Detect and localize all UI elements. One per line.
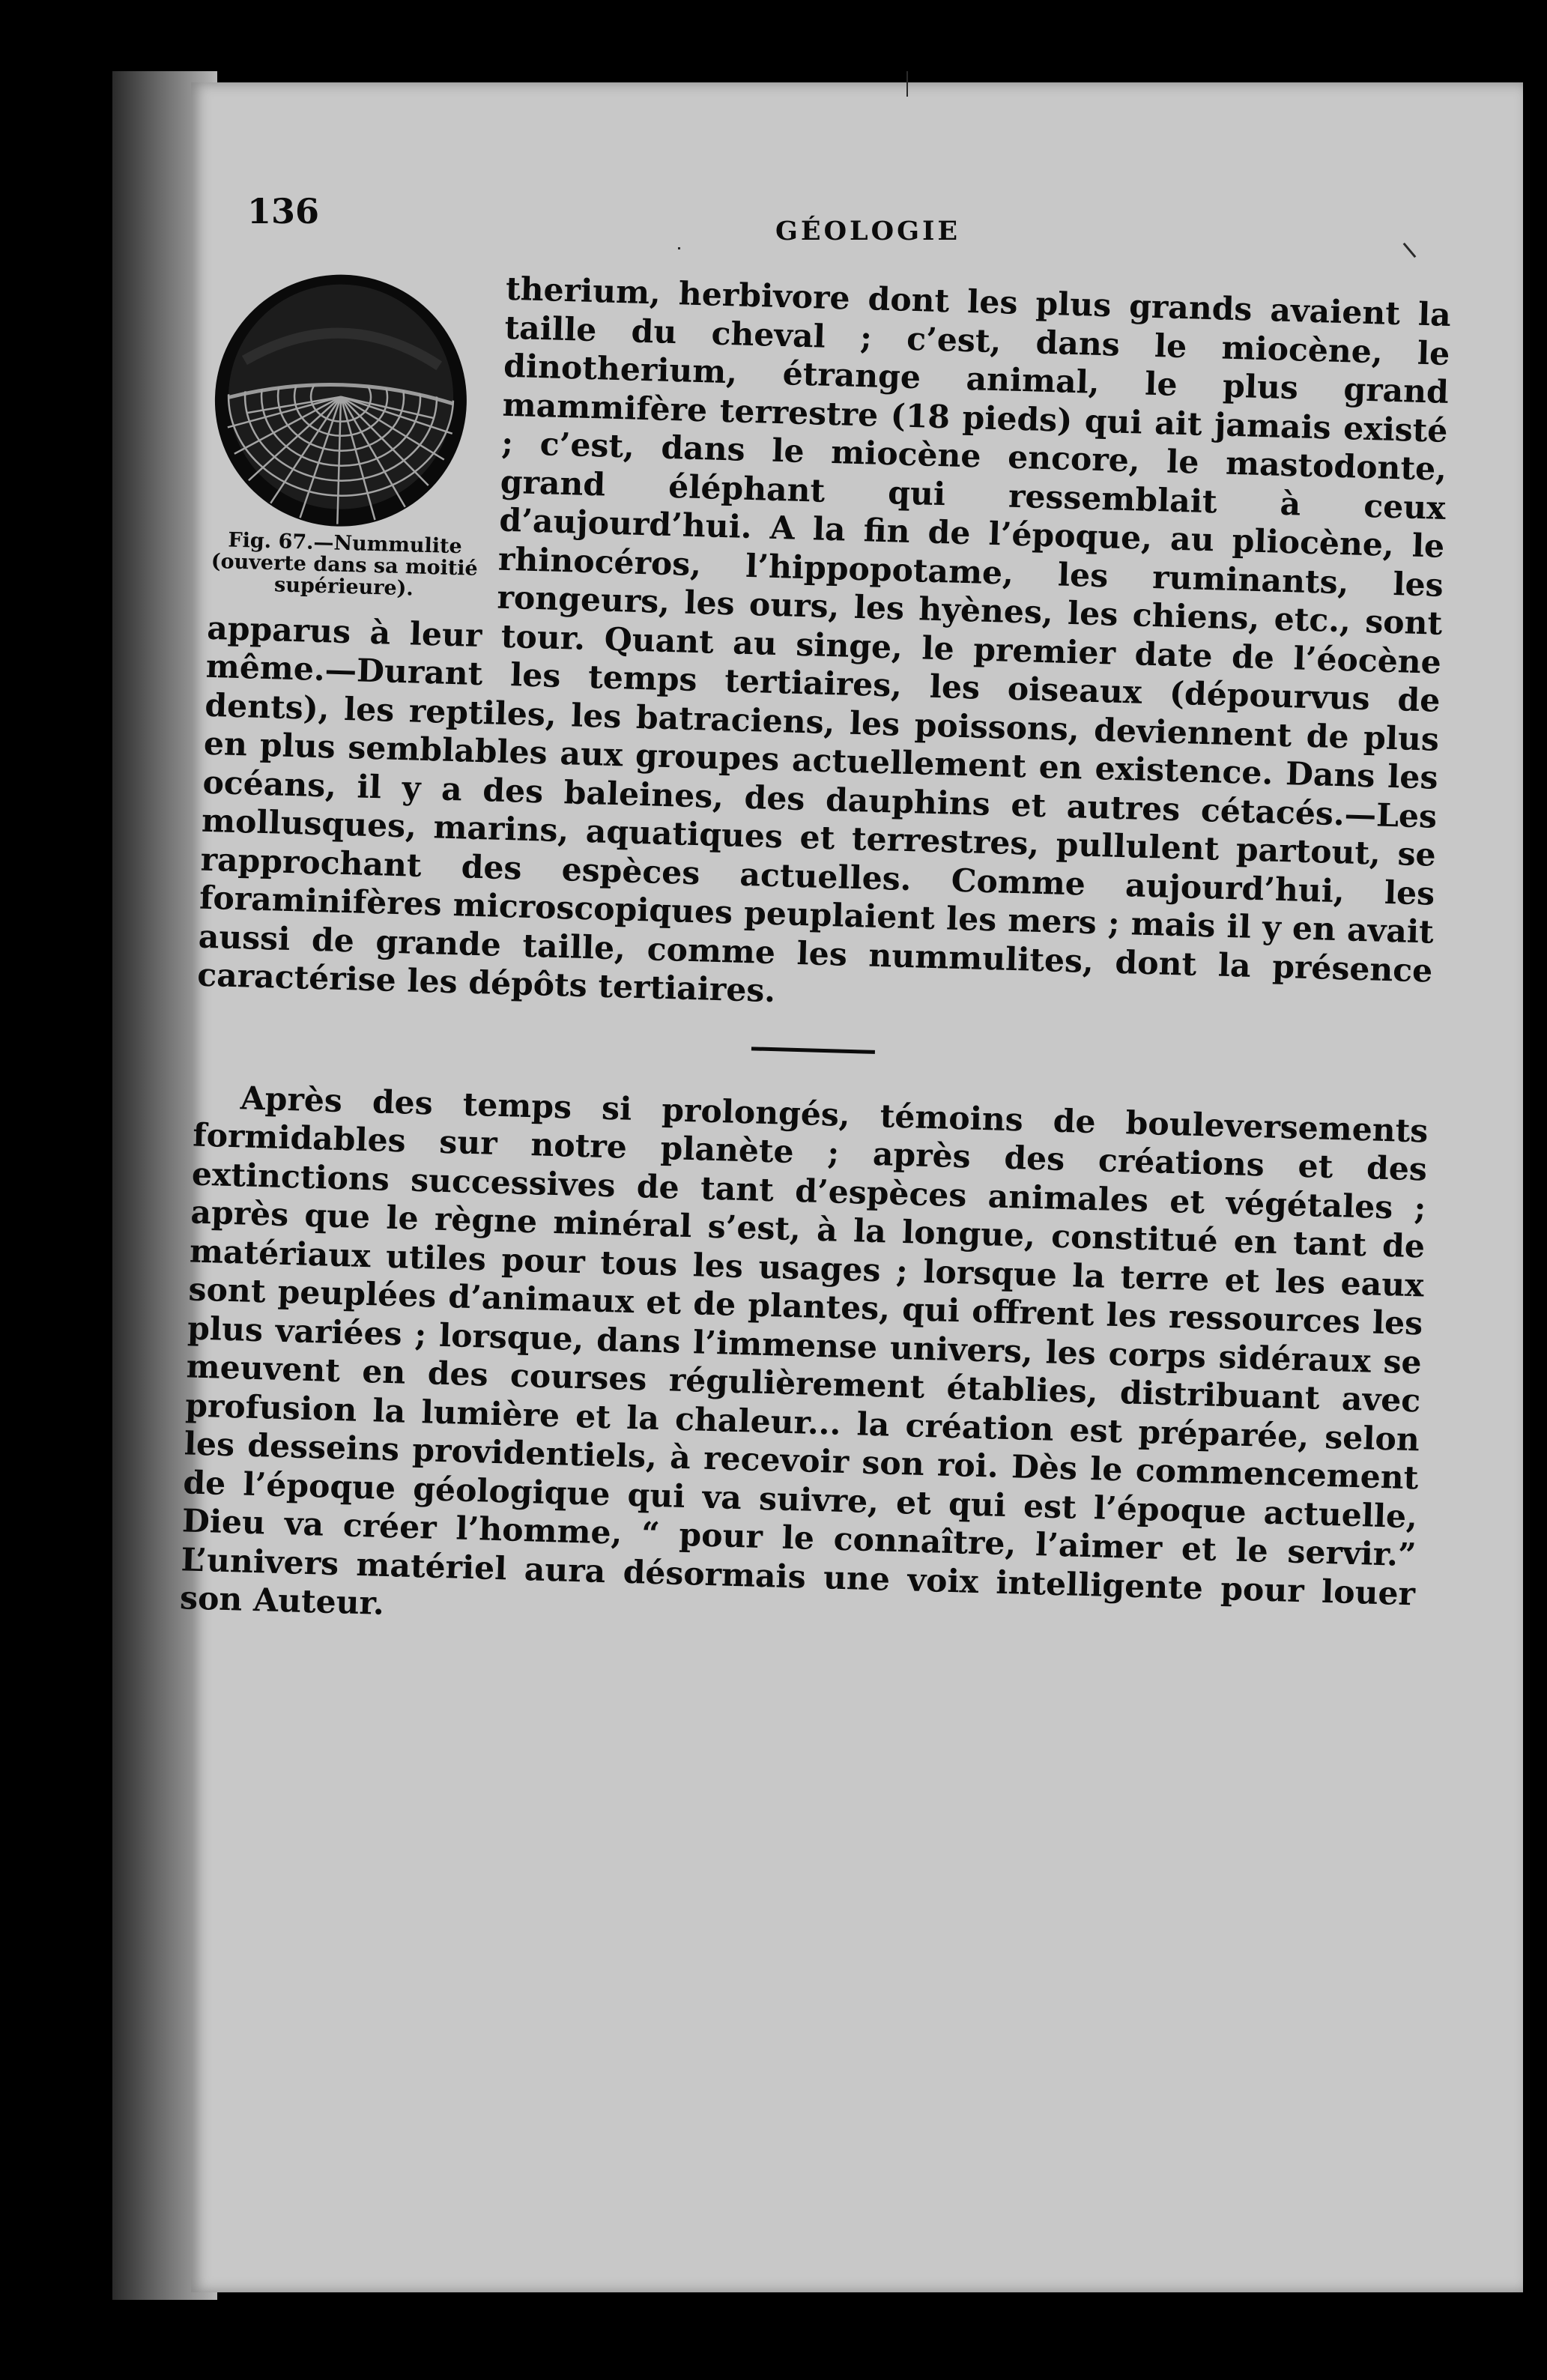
scan-speck [678, 247, 680, 249]
scan-speck [906, 71, 908, 97]
section-separator-rule [751, 1047, 874, 1054]
figure-caption: Fig. 67.—Nummulite (ouverte dans sa moitié supérieure). [211, 528, 479, 601]
figure-67 [208, 270, 488, 602]
paragraph-1: therium, herbivore dont les plus grands avaient la taille du cheval ; c’est, dans le miocène, le dinotherium, étrange animal, le plus grand mammifère terrestre (18 pieds) qui ait jamais existé ; c’est, dans le miocène encore, le mastodonte, grand éléphant qui ressemblait à ceux d’aujourd’hui. A la fin de l’époque, au pliocène, le rhinocéros, l’hippopotame, les ruminants, les rongeurs, les ours, les hyènes, les chiens, etc., sont apparus à leur tour. Quant au singe, le premier date de l’éocène même.—Durant les temps tertiaires, les oiseaux (dépourvus de dents), les reptiles, les batraciens, les poissons, deviennent de plus en plus semblables aux groupes actuellement en existence. Dans les océans, il y a des baleines, des dauphins et autres cétacés.—Les mollusques, marins, aquatiques et terrestres, pullulent partout, se rapprochant des espèces actuelles. Comme aujourd’hui, les foraminifères microscopiques peuplaient les mers ; mais il y en avait aussi de grande taille, comme les nummulites, dont la présence caractérise les dépôts tertiaires. [196, 270, 1452, 1011]
paragraph-2: Après des temps si prolongés, témoins de bouleversements formidables sur notre planète ; après des créations et des extinctions successives de tant d’espèces animales et végétales ; après que le règne minéral s’est, à la longue, constitué en tant de matériaux utiles pour tous les usages ; lorsque la terre et les eaux sont peuplées d’animaux et de plantes, qui offrent les ressources les plus variées ; lorsque, dans l’immense univers, les corps sidéraux se meuvent en des courses régulièrement établies, distribuant avec profusion la lumière et la chaleur... la création est préparée, selon les desseins providentiels, à recevoir son roi. Dès le commencement de l’époque géologique qui va suivre, et qui est l’époque actuelle, Dieu va créer l’homme, “ pour le connaître, l’aimer et le servir.” L’univers matériel aura désormais une voix intelligente pour louer son Auteur. [179, 1079, 1429, 1623]
page-body [179, 262, 1451, 1653]
running-head: GÉOLOGIE [775, 216, 961, 246]
page-number: 136 [247, 191, 320, 231]
nummulite-illustration [210, 270, 471, 531]
